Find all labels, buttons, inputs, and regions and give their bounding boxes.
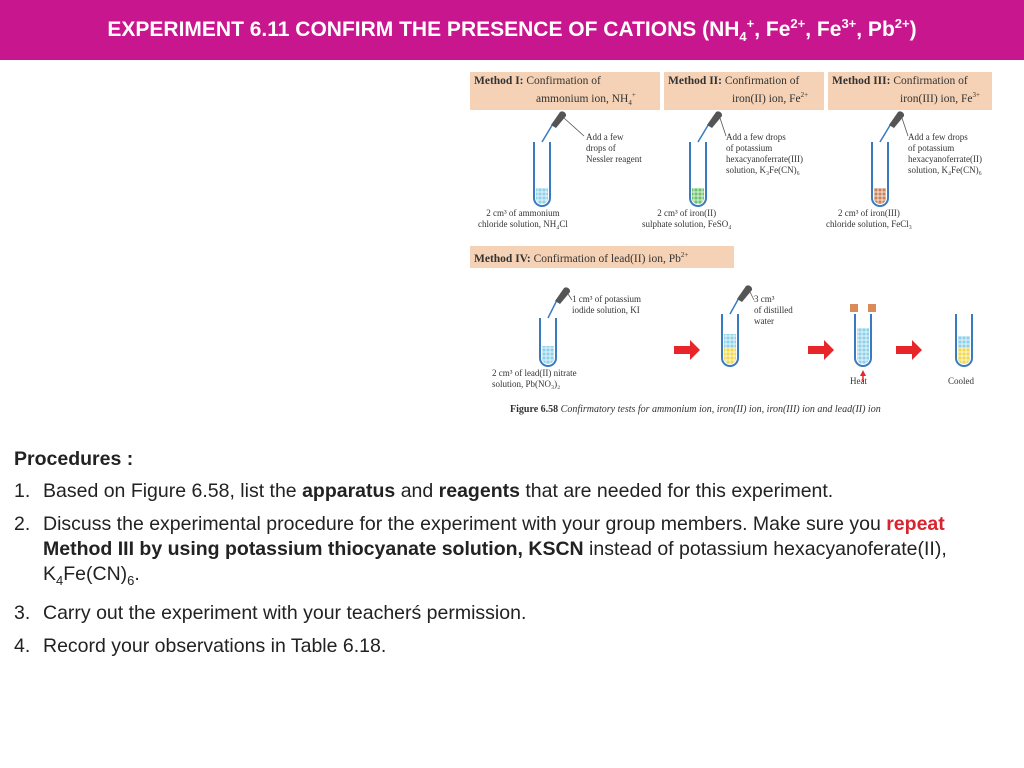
method-1-header: Method I: Confirmation of ammonium ion, $NH_4^+$ [470,72,660,110]
test-tube-5 [722,314,738,366]
dropper-5 [730,285,754,314]
cooled-label: Cooled [948,376,974,386]
tube-4-reagent-label: 1 cm³ of potassium iodide solution, KI [572,294,641,315]
red-arrow-2 [808,340,834,360]
apparatus-drawings [468,70,992,400]
test-tube-6 [850,304,876,382]
tube-4-solution-label: 2 cm³ of lead(II) nitrate solution, Pb(NO₃)₂ [492,368,577,389]
red-arrow-1 [674,340,700,360]
dropper-3 [880,111,908,142]
procedure-item-2: 2. Discuss the experimental procedure for the experiment with your group members. Make sure you repeat Method III by using potassium thiocyanate solution, KSCN instead of potassium hexacyanoferate(II), $K_4Fe(CN)_6$. [14,512,1004,593]
procedure-item-3: 3. Carry out the experiment with your teacherś permission. [14,601,527,624]
procedure-text-4: Record your observations in Table 6.18. [43,634,387,657]
dropper-4 [548,287,572,318]
tube-2-reagent-label: Add a few drops of potassium hexacyanoferrate(III) solution, K₃Fe(CN)₆ [726,132,803,175]
dropper-1 [542,111,584,142]
slide-title: EXPERIMENT 6.11 CONFIRM THE PRESENCE OF CATIONS ($NH_4^+$, $Fe^{2+}$, $Fe^{3+}$, $Pb^{2+}$) [107,15,917,45]
tube-1-solution-label: 2 cm³ of ammonium chloride solution, NH₄Cl [478,208,568,229]
test-tube-1 [534,142,550,206]
test-tube-3 [872,142,888,206]
test-tube-2 [690,142,706,206]
procedure-text-3: Carry out the experiment with your teacherś permission. [43,601,527,624]
test-tube-4 [540,318,556,366]
figure-6-58 [468,70,992,426]
procedure-item-1: 1. Based on Figure 6.58, list the apparatus and reagents that are needed for this experiment. [14,480,834,502]
method-2-header: Method II: Confirmation of iron(II) ion, $Fe^{2+}$ [664,72,824,110]
method-4-header: Method IV: Confirmation of lead(II) ion, $Pb^{2+}$ [470,246,734,268]
test-tube-7 [956,314,972,366]
procedure-text-2: Discuss the experimental procedure for the experiment with your group members. Make sure you repeat Method III by using potassium thiocyanate solution, KSCN instead of potassium hexacyanoferate(II), $K_4Fe(CN)_6$. [43,513,947,588]
red-arrow-3 [896,340,922,360]
procedures-title: Procedures : [14,448,134,470]
method-3-header: Method III: Confirmation of iron(III) ion, $Fe^{3+}$ [828,72,992,110]
tube-1-reagent-label: Add a few drops of Nessler reagent [586,132,642,164]
procedure-text-1: Based on Figure 6.58, list the apparatus and reagents that are needed for this experiment. [43,480,834,502]
heat-label: Heat [850,376,867,386]
figure-caption: Figure 6.58 Confirmatory tests for ammonium ion, iron(II) ion, iron(III) ion and lead(II) ion [510,404,881,415]
tube-5-reagent-label: 3 cm³ of distilled water [754,294,793,326]
tube-3-reagent-label: Add a few drops of potassium hexacyanoferrate(II) solution, K₄Fe(CN)₆ [908,132,982,175]
dropper-2 [698,111,726,142]
tube-3-solution-label: 2 cm³ of iron(III) chloride solution, FeCl₃ [826,208,912,229]
procedures-section [14,448,1004,667]
tube-2-solution-label: 2 cm³ of iron(II) sulphate solution, FeSO₄ [642,208,732,229]
procedure-item-4: 4. Record your observations in Table 6.18. [14,634,387,657]
slide-title-bar [0,0,1024,60]
repeat-emphasis: repeat [886,513,945,535]
